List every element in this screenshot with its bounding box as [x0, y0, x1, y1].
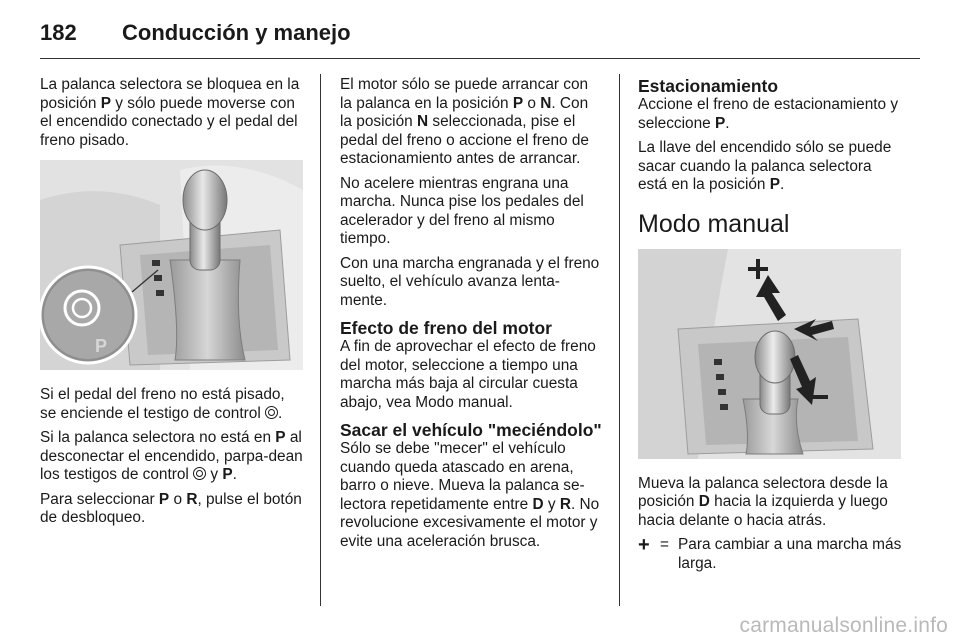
column-1 [40, 76, 303, 534]
paragraph: Sólo se debe "mecer" el vehículo cuando queda atascado en arena, barro o nieve. Mueva la palanca se-lectora repetidamente entre D y R. No revolucione excesivamente el motor y evite una aceleración brusca. [340, 440, 600, 550]
selector-lever-illustration [40, 160, 303, 370]
page-number: 182 [40, 20, 77, 45]
paragraph: Mueva la palanca selectora desde la posición D hacia la izquierda y luego hacia delante o hacia atrás. [638, 474, 888, 529]
manual-mode-illustration [638, 249, 901, 459]
paragraph: No acelere mientras engrana una marcha. Nunca pise los pedales del acelerador y del freno al mismo tiempo. [340, 174, 584, 247]
equals-sign: = [660, 536, 669, 553]
plus-icon: + [638, 534, 650, 556]
paragraph: A fin de aprovechar el efecto de freno del motor, seleccione a tiempo una marcha más baja al circular cuesta abajo, vea Modo manual. [340, 338, 596, 411]
column-divider [320, 74, 321, 606]
paragraph: Para seleccionar P o R, pulse el botón de desbloqueo. [40, 490, 302, 526]
section-heading-manual-mode: Modo manual [638, 209, 790, 238]
paragraph: La palanca selectora se bloquea en la posición P y sólo puede moverse con el encendido conectado y el pedal del freno pisado. [40, 76, 300, 149]
column-2 [340, 76, 604, 557]
legend-text: Para cambiar a una marcha más larga. [678, 536, 902, 572]
legend-upshift [638, 536, 902, 573]
header-divider [40, 58, 920, 59]
column-divider [619, 74, 620, 606]
section-heading-rocking: Sacar el vehículo "meciéndolo" [340, 420, 602, 440]
section-heading-engine-brake: Efecto de freno del motor [340, 318, 552, 338]
chapter-title: Conducción y manejo [122, 20, 351, 45]
watermark: carmanualsonline.info [739, 614, 948, 637]
paragraph: Accione el freno de estacionamiento y seleccione P. [638, 96, 899, 132]
brake-warning-icon [193, 467, 206, 480]
paragraph: Si la palanca selectora no está en P al desconectar el encendido, parpa-dean los testigos de control y P. [40, 429, 303, 483]
column-3 [638, 76, 902, 573]
brake-warning-icon [265, 406, 278, 419]
paragraph: La llave del encendido sólo se puede sacar cuando la palanca selectora está en la posición P. [638, 139, 892, 193]
paragraph: Si el pedal del freno no está pisado, se enciende el testigo de control . [40, 386, 285, 422]
svg-text:P: P [95, 336, 108, 356]
paragraph: Con una marcha engranada y el freno suelto, el vehículo avanza lenta-mente. [340, 254, 600, 309]
paragraph: El motor sólo se puede arrancar con la palanca en la posición P o N. Con la posición N seleccionada, pise el pedal del freno o accione el freno de estacionamiento antes de arrancar. [340, 76, 589, 167]
section-heading-parking: Estacionamiento [638, 76, 779, 96]
page-header [40, 18, 351, 48]
